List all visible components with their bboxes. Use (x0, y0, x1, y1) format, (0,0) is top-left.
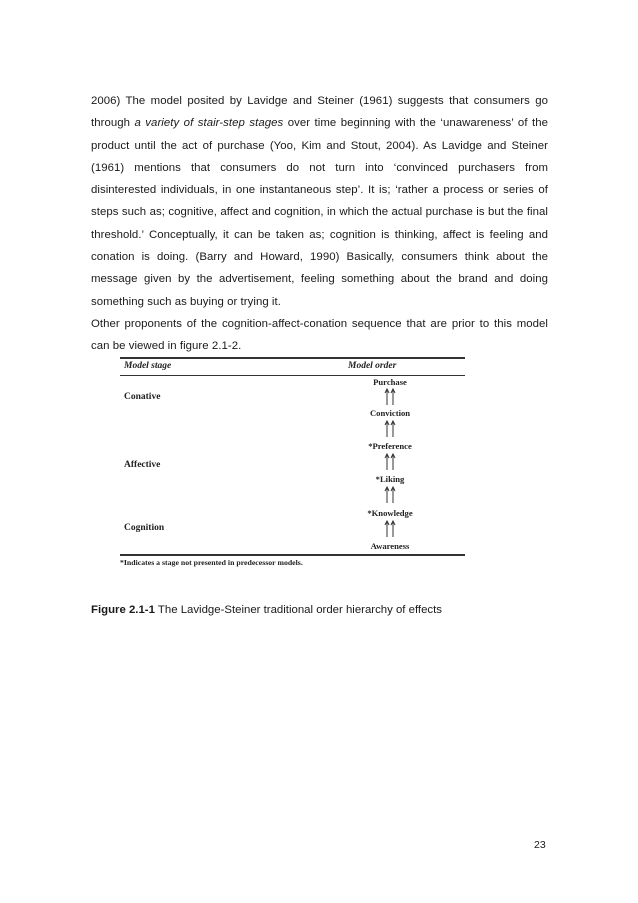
body-text (91, 90, 548, 358)
caption-label: Figure 2.1-1 (91, 604, 155, 616)
figure-header-rule (120, 375, 465, 376)
figure-caption (91, 604, 442, 616)
order-conviction: Conviction (369, 408, 411, 418)
paragraph-2: Other proponents of the cognition-affect-conation sequence that are prior to this model can be viewed in figure 2.1-2. (91, 317, 548, 353)
figure-footnote: *Indicates a stage not presented in predecessor models. (120, 558, 303, 567)
paragraph-1-end: over time beginning with the ‘unawareness’ of the product until the act of purchase (Yoo, Kim and Stout, 2004). As Lavidge and Steiner (1961) mentions that consumers do not turn into ‘convinced purchasers from disinterested individuals, in one instantaneous step’. It is; ‘rather a process or series of steps such as; cognitive, affect and cognition, in which the actual purchase is but the final threshold.’ Conceptually, it can be taken as; cognition is thinking, affect is feeling and conation is doing. (Barry and Howard, 1990) Basically, consumers think about the message given by the advertisement, feeling something about the brand and doing something such as buying or trying it. (91, 117, 548, 308)
order-purchase: Purchase (373, 377, 407, 387)
hierarchy-of-effects-figure (120, 355, 470, 573)
page-number: 23 (534, 839, 546, 851)
figure-bottom-rule (120, 554, 465, 556)
caption-text: The Lavidge-Steiner traditional order hierarchy of effects (154, 604, 442, 616)
order-awareness: Awareness (370, 541, 410, 551)
paragraph-1-start: 2006) The model posited by Lavidge and Steiner (1961) suggests that consumers go through (91, 95, 548, 130)
figure-top-rule (120, 357, 465, 359)
up-arrow-icon (383, 420, 397, 438)
up-arrow-icon (383, 453, 397, 471)
up-arrow-icon (383, 388, 397, 406)
order-knowledge: *Knowledge (367, 508, 413, 518)
header-model-order: Model order (348, 361, 397, 371)
paragraph-1-italic: a variety of stair-step stages (134, 117, 284, 130)
up-arrow-icon (383, 520, 397, 538)
stage-conative: Conative (124, 392, 161, 402)
up-arrow-icon (383, 486, 397, 504)
header-model-stage: Model stage (124, 361, 172, 371)
paragraph-1 (91, 90, 548, 313)
stage-affective: Affective (124, 460, 161, 470)
stage-cognition: Cognition (124, 523, 165, 533)
order-preference: *Preference (368, 441, 412, 451)
order-liking: *Liking (375, 474, 405, 484)
